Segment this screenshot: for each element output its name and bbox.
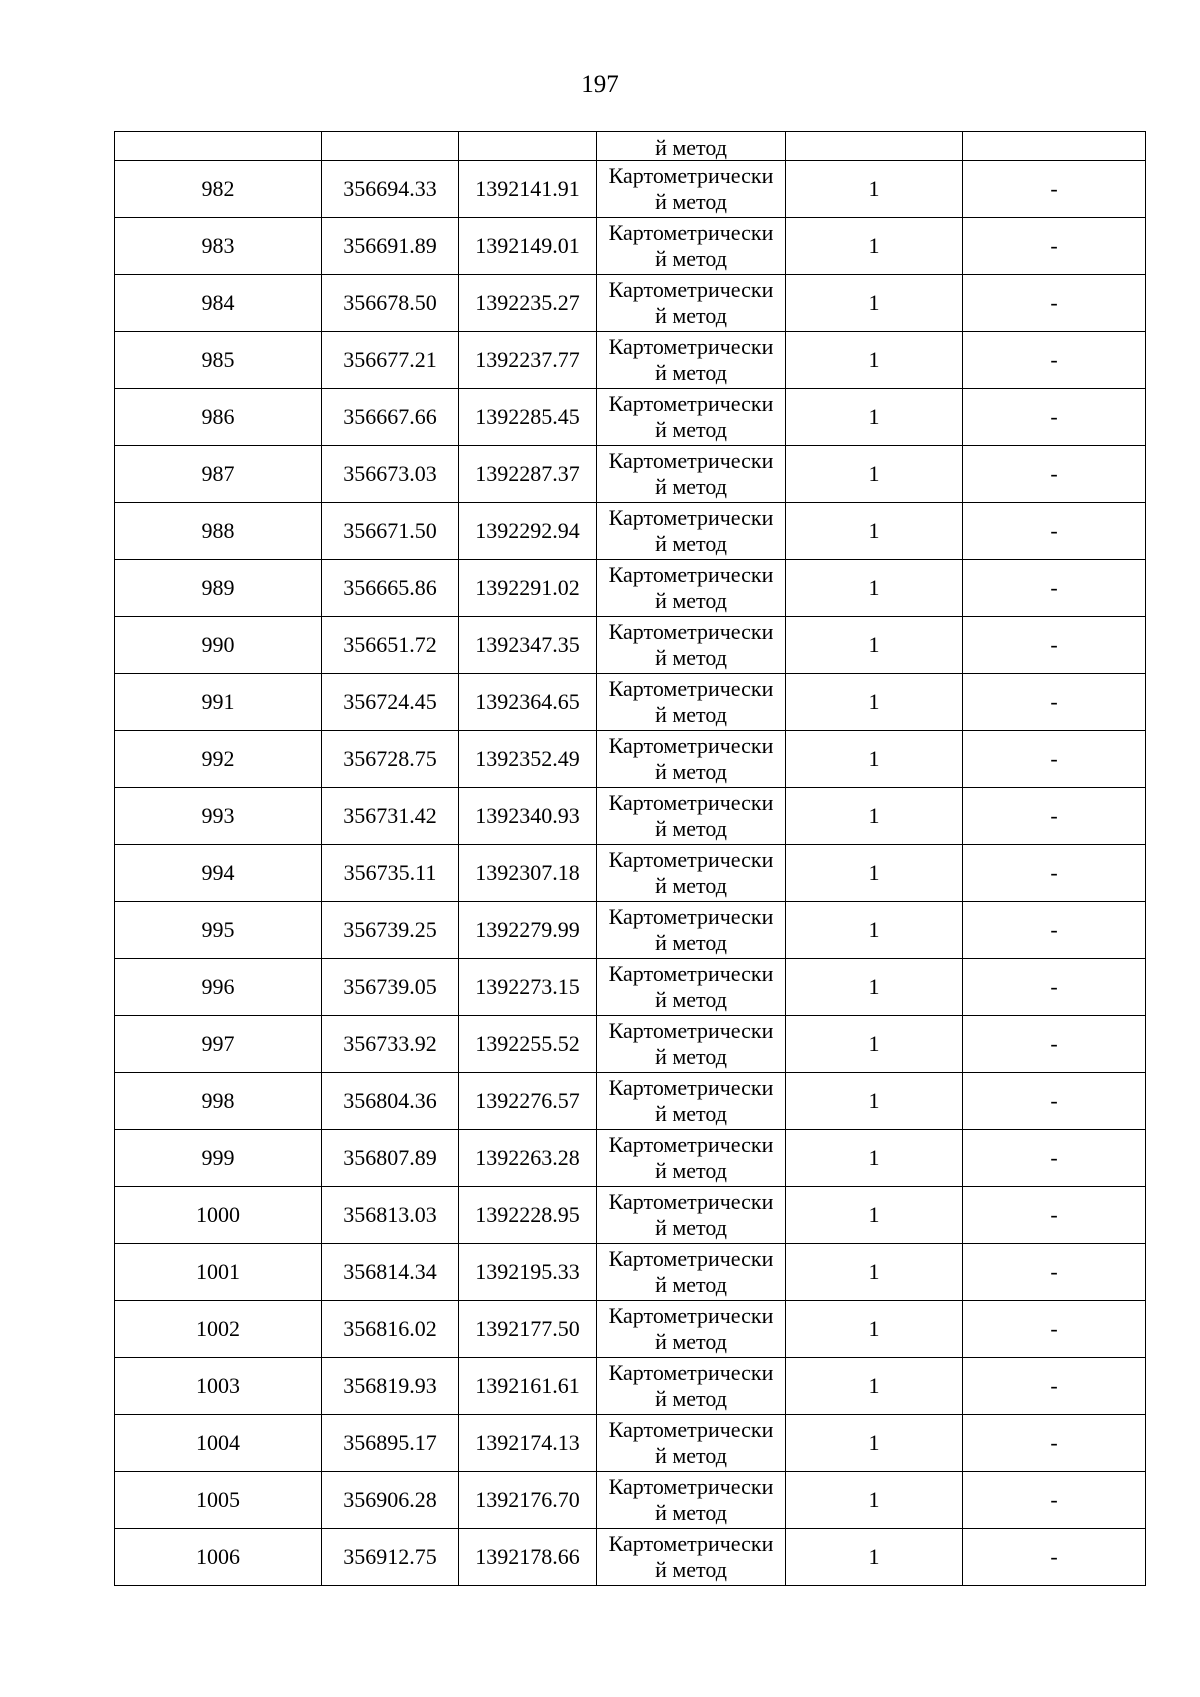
table-row <box>115 446 1146 503</box>
method-cell <box>597 1415 786 1472</box>
note-cell: - <box>963 503 1146 560</box>
method-line-1: Картометрически <box>608 1531 774 1556</box>
method-line-1: Картометрически <box>608 619 774 644</box>
method-line-2: й метод <box>655 873 727 898</box>
note-cell: - <box>963 617 1146 674</box>
coordinates-table <box>114 131 1146 1586</box>
note-cell: - <box>963 731 1146 788</box>
continuation-method-cell: й метод <box>597 132 786 161</box>
x-coordinate-cell: 356673.03 <box>322 446 459 503</box>
x-coordinate-cell: 356678.50 <box>322 275 459 332</box>
method-cell <box>597 275 786 332</box>
method-line-2: й метод <box>655 1329 727 1354</box>
table-row <box>115 218 1146 275</box>
y-coordinate-cell: 1392347.35 <box>459 617 597 674</box>
method-line-1: Картометрически <box>608 334 774 359</box>
method-line-1: Картометрически <box>608 1417 774 1442</box>
point-id-cell: 988 <box>115 503 322 560</box>
point-id-cell: 994 <box>115 845 322 902</box>
method-line-1: Картометрически <box>608 1474 774 1499</box>
point-id-cell: 989 <box>115 560 322 617</box>
note-cell: - <box>963 788 1146 845</box>
point-id-cell: 996 <box>115 959 322 1016</box>
point-id-cell: 985 <box>115 332 322 389</box>
method-line-2: й метод <box>655 360 727 385</box>
table-row <box>115 1415 1146 1472</box>
method-cell <box>597 845 786 902</box>
method-cell <box>597 1244 786 1301</box>
y-coordinate-cell: 1392178.66 <box>459 1529 597 1586</box>
method-line-1: Картометрически <box>608 562 774 587</box>
method-line-1: Картометрически <box>608 1189 774 1214</box>
table-row <box>115 959 1146 1016</box>
method-line-2: й метод <box>655 645 727 670</box>
method-line-2: й метод <box>655 1158 727 1183</box>
point-id-cell: 1002 <box>115 1301 322 1358</box>
x-coordinate-cell: 356733.92 <box>322 1016 459 1073</box>
continuation-id-cell <box>115 132 322 161</box>
coordinates-table-body <box>115 132 1146 1586</box>
accuracy-cell: 1 <box>786 1130 963 1187</box>
method-line-1: Картометрически <box>608 163 774 188</box>
method-line-2: й метод <box>655 1044 727 1069</box>
method-cell <box>597 902 786 959</box>
method-line-2: й метод <box>655 1272 727 1297</box>
method-line-1: Картометрически <box>608 1075 774 1100</box>
x-coordinate-cell: 356665.86 <box>322 560 459 617</box>
continuation-note-cell <box>963 132 1146 161</box>
continuation-accuracy-cell <box>786 132 963 161</box>
y-coordinate-cell: 1392237.77 <box>459 332 597 389</box>
x-coordinate-cell: 356813.03 <box>322 1187 459 1244</box>
method-cell <box>597 389 786 446</box>
y-coordinate-cell: 1392228.95 <box>459 1187 597 1244</box>
table-row <box>115 902 1146 959</box>
method-cell <box>597 1016 786 1073</box>
accuracy-cell: 1 <box>786 275 963 332</box>
x-coordinate-cell: 356807.89 <box>322 1130 459 1187</box>
continuation-y-cell <box>459 132 597 161</box>
point-id-cell: 990 <box>115 617 322 674</box>
table-row <box>115 1073 1146 1130</box>
method-line-1: Картометрически <box>608 790 774 815</box>
y-coordinate-cell: 1392307.18 <box>459 845 597 902</box>
x-coordinate-cell: 356735.11 <box>322 845 459 902</box>
y-coordinate-cell: 1392292.94 <box>459 503 597 560</box>
method-cell <box>597 332 786 389</box>
point-id-cell: 1000 <box>115 1187 322 1244</box>
point-id-cell: 986 <box>115 389 322 446</box>
accuracy-cell: 1 <box>786 674 963 731</box>
point-id-cell: 1004 <box>115 1415 322 1472</box>
note-cell: - <box>963 389 1146 446</box>
note-cell: - <box>963 1244 1146 1301</box>
table-row <box>115 560 1146 617</box>
point-id-cell: 998 <box>115 1073 322 1130</box>
y-coordinate-cell: 1392276.57 <box>459 1073 597 1130</box>
y-coordinate-cell: 1392263.28 <box>459 1130 597 1187</box>
note-cell: - <box>963 1187 1146 1244</box>
note-cell: - <box>963 275 1146 332</box>
point-id-cell: 992 <box>115 731 322 788</box>
method-line-1: Картометрически <box>608 961 774 986</box>
method-line-2: й метод <box>655 930 727 955</box>
table-row <box>115 845 1146 902</box>
method-cell <box>597 1301 786 1358</box>
method-cell <box>597 446 786 503</box>
accuracy-cell: 1 <box>786 902 963 959</box>
y-coordinate-cell: 1392141.91 <box>459 161 597 218</box>
method-line-2: й метод <box>655 1386 727 1411</box>
y-coordinate-cell: 1392176.70 <box>459 1472 597 1529</box>
accuracy-cell: 1 <box>786 1301 963 1358</box>
method-cell <box>597 959 786 1016</box>
point-id-cell: 983 <box>115 218 322 275</box>
table-row <box>115 1529 1146 1586</box>
note-cell: - <box>963 446 1146 503</box>
method-cell <box>597 1130 786 1187</box>
method-line-2: й метод <box>655 588 727 613</box>
accuracy-cell: 1 <box>786 389 963 446</box>
method-cell <box>597 674 786 731</box>
page-number: 197 <box>581 71 619 98</box>
note-cell: - <box>963 1415 1146 1472</box>
method-cell <box>597 1187 786 1244</box>
table-row <box>115 731 1146 788</box>
x-coordinate-cell: 356694.33 <box>322 161 459 218</box>
y-coordinate-cell: 1392340.93 <box>459 788 597 845</box>
x-coordinate-cell: 356731.42 <box>322 788 459 845</box>
note-cell: - <box>963 1358 1146 1415</box>
point-id-cell: 1001 <box>115 1244 322 1301</box>
y-coordinate-cell: 1392195.33 <box>459 1244 597 1301</box>
accuracy-cell: 1 <box>786 1415 963 1472</box>
method-line-2: й метод <box>655 816 727 841</box>
note-cell: - <box>963 161 1146 218</box>
note-cell: - <box>963 1301 1146 1358</box>
y-coordinate-cell: 1392285.45 <box>459 389 597 446</box>
method-line-2: й метод <box>655 759 727 784</box>
y-coordinate-cell: 1392273.15 <box>459 959 597 1016</box>
note-cell: - <box>963 560 1146 617</box>
method-cell <box>597 1529 786 1586</box>
table-row <box>115 1244 1146 1301</box>
y-coordinate-cell: 1392161.61 <box>459 1358 597 1415</box>
point-id-cell: 1003 <box>115 1358 322 1415</box>
table-row <box>115 1472 1146 1529</box>
y-coordinate-cell: 1392352.49 <box>459 731 597 788</box>
note-cell: - <box>963 1472 1146 1529</box>
method-cell <box>597 560 786 617</box>
method-cell <box>597 1472 786 1529</box>
x-coordinate-cell: 356724.45 <box>322 674 459 731</box>
note-cell: - <box>963 674 1146 731</box>
method-line-2: й метод <box>655 189 727 214</box>
method-cell <box>597 503 786 560</box>
method-line-1: Картометрически <box>608 1246 774 1271</box>
y-coordinate-cell: 1392291.02 <box>459 560 597 617</box>
y-coordinate-cell: 1392174.13 <box>459 1415 597 1472</box>
method-line-1: Картометрически <box>608 733 774 758</box>
point-id-cell: 991 <box>115 674 322 731</box>
point-id-cell: 987 <box>115 446 322 503</box>
accuracy-cell: 1 <box>786 1016 963 1073</box>
method-line-2: й метод <box>655 474 727 499</box>
method-line-1: Картометрически <box>608 448 774 473</box>
table-row <box>115 161 1146 218</box>
continuation-x-cell <box>322 132 459 161</box>
accuracy-cell: 1 <box>786 218 963 275</box>
method-cell <box>597 218 786 275</box>
accuracy-cell: 1 <box>786 332 963 389</box>
continuation-row <box>115 132 1146 161</box>
point-id-cell: 997 <box>115 1016 322 1073</box>
method-line-1: Картометрически <box>608 391 774 416</box>
method-cell <box>597 1073 786 1130</box>
accuracy-cell: 1 <box>786 731 963 788</box>
table-row <box>115 389 1146 446</box>
method-line-1: Картометрически <box>608 847 774 872</box>
accuracy-cell: 1 <box>786 446 963 503</box>
accuracy-cell: 1 <box>786 617 963 674</box>
accuracy-cell: 1 <box>786 560 963 617</box>
x-coordinate-cell: 356816.02 <box>322 1301 459 1358</box>
method-cell <box>597 788 786 845</box>
x-coordinate-cell: 356906.28 <box>322 1472 459 1529</box>
x-coordinate-cell: 356691.89 <box>322 218 459 275</box>
x-coordinate-cell: 356651.72 <box>322 617 459 674</box>
method-cell <box>597 161 786 218</box>
point-id-cell: 993 <box>115 788 322 845</box>
accuracy-cell: 1 <box>786 503 963 560</box>
note-cell: - <box>963 959 1146 1016</box>
table-row <box>115 617 1146 674</box>
x-coordinate-cell: 356814.34 <box>322 1244 459 1301</box>
x-coordinate-cell: 356895.17 <box>322 1415 459 1472</box>
x-coordinate-cell: 356671.50 <box>322 503 459 560</box>
method-line-2: й метод <box>655 987 727 1012</box>
y-coordinate-cell: 1392364.65 <box>459 674 597 731</box>
point-id-cell: 984 <box>115 275 322 332</box>
accuracy-cell: 1 <box>786 845 963 902</box>
x-coordinate-cell: 356667.66 <box>322 389 459 446</box>
x-coordinate-cell: 356677.21 <box>322 332 459 389</box>
y-coordinate-cell: 1392177.50 <box>459 1301 597 1358</box>
accuracy-cell: 1 <box>786 161 963 218</box>
y-coordinate-cell: 1392255.52 <box>459 1016 597 1073</box>
method-line-2: й метод <box>655 1443 727 1468</box>
x-coordinate-cell: 356728.75 <box>322 731 459 788</box>
method-line-1: Картометрически <box>608 220 774 245</box>
note-cell: - <box>963 902 1146 959</box>
method-line-2: й метод <box>655 1101 727 1126</box>
y-coordinate-cell: 1392235.27 <box>459 275 597 332</box>
point-id-cell: 982 <box>115 161 322 218</box>
table-row <box>115 1130 1146 1187</box>
x-coordinate-cell: 356739.05 <box>322 959 459 1016</box>
accuracy-cell: 1 <box>786 788 963 845</box>
point-id-cell: 1005 <box>115 1472 322 1529</box>
method-line-1: Картометрически <box>608 277 774 302</box>
table-row <box>115 674 1146 731</box>
table-row <box>115 1301 1146 1358</box>
method-cell <box>597 1358 786 1415</box>
accuracy-cell: 1 <box>786 1472 963 1529</box>
note-cell: - <box>963 1529 1146 1586</box>
method-cell <box>597 617 786 674</box>
accuracy-cell: 1 <box>786 1187 963 1244</box>
method-line-1: Картометрически <box>608 676 774 701</box>
method-line-1: Картометрически <box>608 1303 774 1328</box>
method-cell <box>597 731 786 788</box>
note-cell: - <box>963 845 1146 902</box>
method-line-2: й метод <box>655 1557 727 1582</box>
method-line-1: Картометрически <box>608 1132 774 1157</box>
y-coordinate-cell: 1392287.37 <box>459 446 597 503</box>
method-line-1: Картометрически <box>608 505 774 530</box>
table-row <box>115 788 1146 845</box>
x-coordinate-cell: 356912.75 <box>322 1529 459 1586</box>
method-line-1: Картометрически <box>608 904 774 929</box>
note-cell: - <box>963 332 1146 389</box>
method-line-2: й метод <box>655 702 727 727</box>
accuracy-cell: 1 <box>786 1358 963 1415</box>
note-cell: - <box>963 218 1146 275</box>
table-row <box>115 275 1146 332</box>
accuracy-cell: 1 <box>786 1529 963 1586</box>
accuracy-cell: 1 <box>786 1244 963 1301</box>
table-row <box>115 1358 1146 1415</box>
table-row <box>115 1187 1146 1244</box>
method-line-2: й метод <box>655 417 727 442</box>
method-line-2: й метод <box>655 1500 727 1525</box>
table-row <box>115 503 1146 560</box>
method-line-1: Картометрически <box>608 1360 774 1385</box>
method-line-2: й метод <box>655 303 727 328</box>
method-line-1: Картометрически <box>608 1018 774 1043</box>
point-id-cell: 999 <box>115 1130 322 1187</box>
accuracy-cell: 1 <box>786 959 963 1016</box>
note-cell: - <box>963 1016 1146 1073</box>
y-coordinate-cell: 1392149.01 <box>459 218 597 275</box>
point-id-cell: 1006 <box>115 1529 322 1586</box>
point-id-cell: 995 <box>115 902 322 959</box>
method-line-2: й метод <box>655 246 727 271</box>
accuracy-cell: 1 <box>786 1073 963 1130</box>
x-coordinate-cell: 356819.93 <box>322 1358 459 1415</box>
method-line-2: й метод <box>655 531 727 556</box>
x-coordinate-cell: 356804.36 <box>322 1073 459 1130</box>
y-coordinate-cell: 1392279.99 <box>459 902 597 959</box>
note-cell: - <box>963 1130 1146 1187</box>
method-line-2: й метод <box>655 1215 727 1240</box>
table-row <box>115 332 1146 389</box>
note-cell: - <box>963 1073 1146 1130</box>
table-row <box>115 1016 1146 1073</box>
x-coordinate-cell: 356739.25 <box>322 902 459 959</box>
